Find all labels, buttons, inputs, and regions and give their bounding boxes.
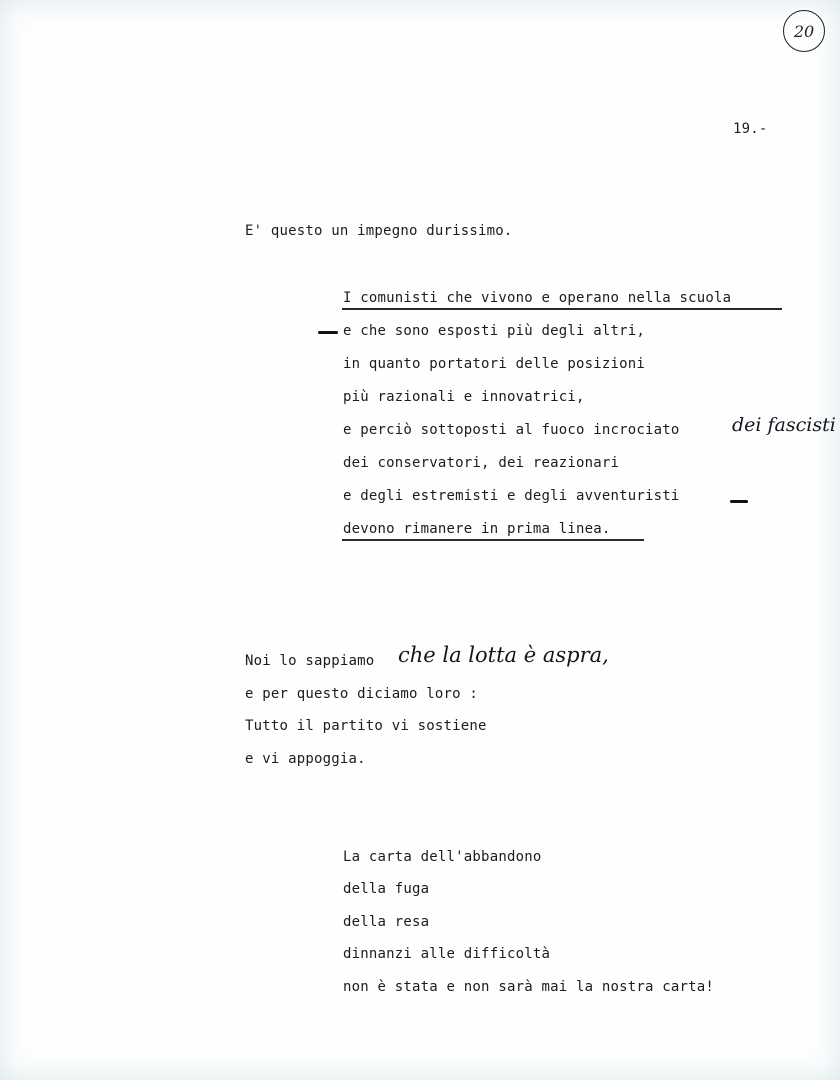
second-line-4: e vi appoggia. bbox=[245, 751, 366, 767]
closing-line-1: La carta dell'abbandono bbox=[343, 849, 542, 865]
closing-line-5: non è stata e non sarà mai la nostra carta! bbox=[343, 979, 715, 995]
block-line-7: e degli estremisti e degli avventuristi bbox=[343, 488, 680, 504]
page-mark-text: 20 bbox=[793, 21, 815, 41]
block-line-4: più razionali e innovatrici, bbox=[343, 389, 585, 405]
insertion-dash-left bbox=[318, 331, 338, 334]
closing-line-3: della resa bbox=[343, 914, 430, 930]
block-line-5: e perciò sottoposti al fuoco incrociato bbox=[343, 422, 680, 438]
handwritten-insert-lotta: che la lotta è aspra, bbox=[398, 643, 609, 667]
underline-mark-bottom bbox=[342, 539, 644, 541]
underline-mark-top bbox=[342, 308, 782, 310]
block-line-3: in quanto portatori delle posizioni bbox=[343, 356, 646, 372]
insertion-dash-right bbox=[730, 500, 748, 503]
second-line-2: e per questo diciamo loro : bbox=[245, 686, 478, 702]
block-line-2: e che sono esposti più degli altri, bbox=[343, 323, 646, 339]
opening-line: E' questo un impegno durissimo. bbox=[245, 223, 513, 239]
second-line-1: Noi lo sappiamo bbox=[245, 653, 375, 669]
closing-line-2: della fuga bbox=[343, 881, 430, 897]
block-line-1: I comunisti che vivono e operano nella scuola bbox=[343, 290, 732, 306]
handwritten-insert-fascisti: dei fascisti bbox=[732, 414, 836, 436]
block-line-8: devono rimanere in prima linea. bbox=[343, 521, 611, 537]
block-line-6: dei conservatori, dei reazionari bbox=[343, 455, 620, 471]
closing-line-4: dinnanzi alle difficoltà bbox=[343, 946, 551, 962]
handwritten-page-mark bbox=[783, 10, 825, 52]
page-number: 19.- bbox=[733, 121, 768, 137]
second-line-3: Tutto il partito vi sostiene bbox=[245, 718, 487, 734]
